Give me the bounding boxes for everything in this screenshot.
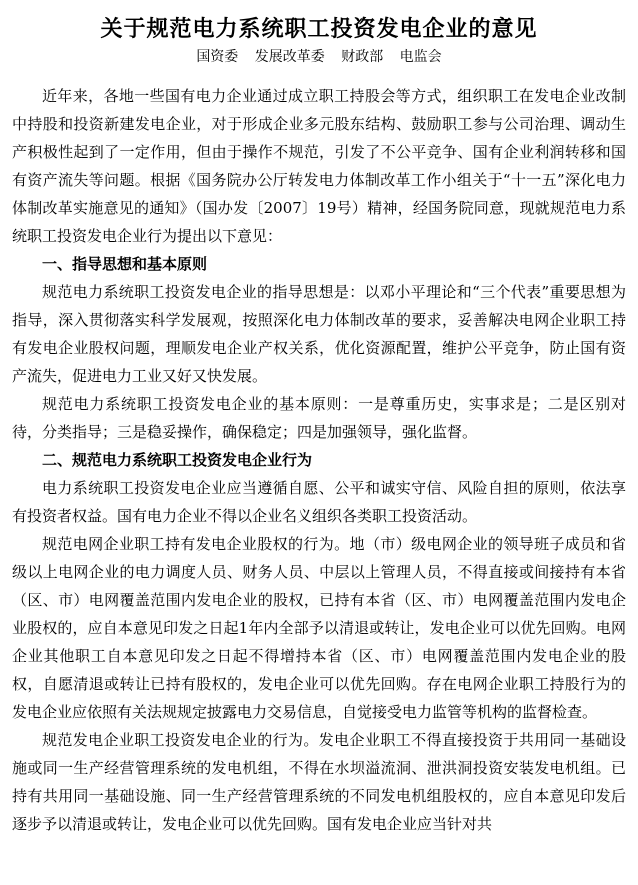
generation-staff-investment-paragraph: 规范发电企业职工投资发电企业的行为。发电企业职工不得直接投资于共用同一基础设施或同一生产经营管理系统的发电机组，不得在水坝溢流洞、泄洪洞投资安装发电机组。已持有共用同一基础设施、同一生产经营管理系统的不同发电机组股权的，应自本意见印发后逐步予以清退或转让，发电企业可以优先回购。国有发电企业应当针对共 <box>12 731 626 833</box>
section-heading-2: 二、规范电力系统职工投资发电企业行为 <box>42 451 313 469</box>
issuing-agencies <box>12 46 626 68</box>
issuer-sasac: 国资委 <box>196 49 239 65</box>
grid-staff-shareholding-paragraph: 规范电网企业职工持有发电企业股权的行为。地（市）级电网企业的领导班子成员和省级以上电网企业的电力调度人员、财务人员、中层以上管理人员，不得直接或间接持有本省（区、市）电网覆盖范围内发电企业的股权，已持有本省（区、市）电网覆盖范围内发电企业股权的，应自本意见印发之日起1年内全部予以清退或转让，发电企业可以优先回购。电网企业其他职工自本意见印发之日起不得增持本省（区、市）电网覆盖范围内发电企业的股权，自愿清退或转让已持有股权的，发电企业可以优先回购。存在电网企业职工持股行为的发电企业应依照有关法规规定披露电力交易信息，自觉接受电力监管等机构的监督检查。 <box>12 535 626 721</box>
issuer-mof: 财政部 <box>341 49 384 65</box>
document-title: 关于规范电力系统职工投资发电企业的意见 <box>100 16 538 42</box>
issuer-ndrc: 发展改革委 <box>254 49 325 65</box>
section-heading-1: 一、指导思想和基本原则 <box>42 255 208 273</box>
basic-principles-paragraph: 规范电力系统职工投资发电企业的基本原则：一是尊重历史，实事求是；二是区别对待，分类指导；三是稳妥操作，确保稳定；四是加强领导，强化监督。 <box>12 395 626 441</box>
guiding-ideology-paragraph: 规范电力系统职工投资发电企业的指导思想是：以邓小平理论和“三个代表”重要思想为指导，深入贯彻落实科学发展观，按照深化电力体制改革的要求，妥善解决电网企业职工持有发电企业股权问题，理顺发电企业产权关系，优化资源配置，维护公平竞争，防止国有资产流失，促进电力工业又好又快发展。 <box>12 283 626 385</box>
issuer-serc: 电监会 <box>399 49 442 65</box>
investment-principles-paragraph: 电力系统职工投资发电企业应当遵循自愿、公平和诚实守信、风险自担的原则，依法享有投资者权益。国有电力企业不得以企业名义组织各类职工投资活动。 <box>12 479 626 525</box>
intro-paragraph: 近年来，各地一些国有电力企业通过成立职工持股会等方式，组织职工在发电企业改制中持股和投资新建发电企业，对于形成企业多元股东结构、鼓励职工参与公司治理、调动生产积极性起到了一定作用，但由于操作不规范，引发了不公平竞争、国有企业利润转移和国有资产流失等问题。根据《国务院办公厅转发电力体制改革工作小组关于“十一五”深化电力体制改革实施意见的通知》（国办发〔2007〕19号）精神，经国务院同意，现就规范电力系统职工投资发电企业行为提出以下意见： <box>12 87 626 245</box>
